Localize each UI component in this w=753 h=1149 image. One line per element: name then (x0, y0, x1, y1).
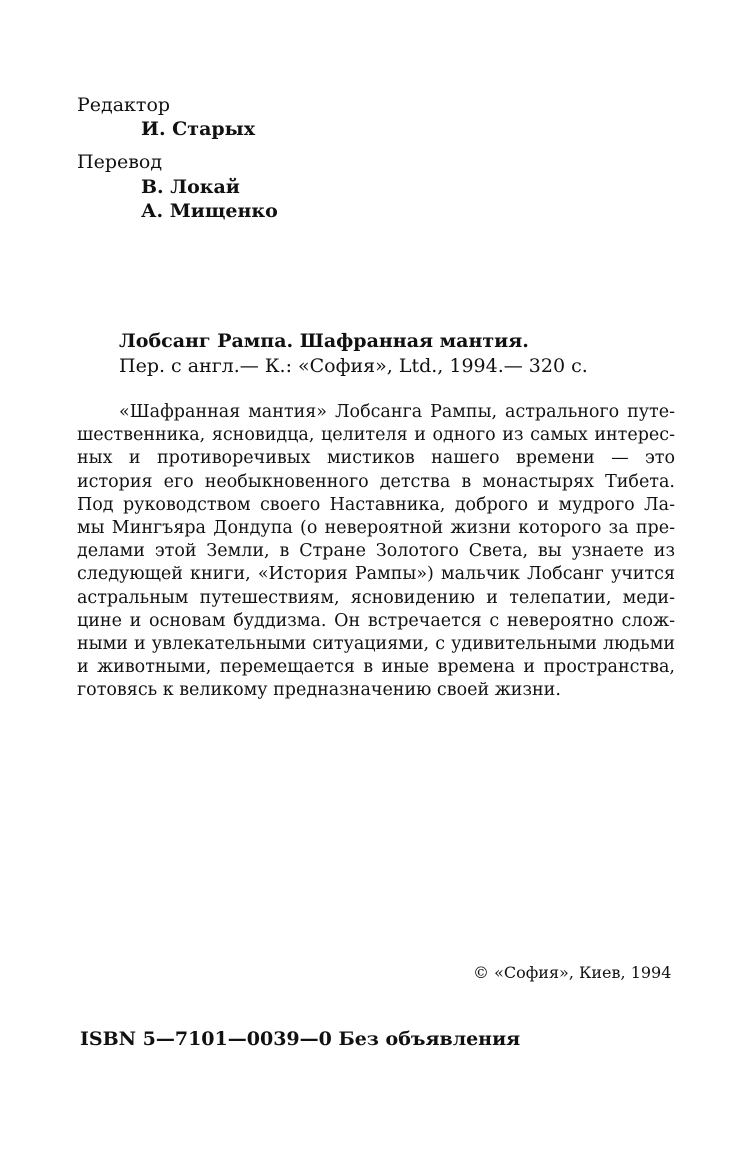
annotation-line: история его необыкновенного детства в монастырях Тибета. (77, 471, 675, 492)
isbn-line: ISBN 5—7101—0039—0 Без объявления (80, 1028, 521, 1050)
annotation-line: делами этой Земли, в Стране Золотого Света, вы узнаете из (77, 541, 675, 562)
translator-name: А. Мищенко (141, 200, 278, 222)
annotation-line: ными и увлекательными ситуациями, с удивительными людьми (77, 633, 675, 654)
annotation-line: «Шафранная мантия» Лобсанга Рампы, астрального путе- (119, 402, 675, 422)
editor-label: Редактор (77, 94, 171, 116)
annotation-line: следующей книги, «История Рампы») мальчик Лобсанг учится (77, 564, 675, 585)
copyright-notice: © «София», Киев, 1994 (473, 963, 672, 982)
editor-name: И. Старых (141, 118, 256, 140)
annotation-line: шественника, ясновидца, целителя и одного из самых интерес- (77, 425, 675, 446)
translation-label: Перевод (77, 151, 163, 173)
annotation-line: астральным путешествиям, ясновидению и телепатии, меди- (77, 587, 675, 608)
annotation-line: ных и противоречивых мистиков нашего времени — это (77, 448, 675, 469)
translator-name: В. Локай (141, 176, 240, 198)
annotation-line: готовясь к великому предназначению своей жизни. (77, 680, 561, 701)
publication-info: Пер. с англ.— К.: «София», Ltd., 1994.— 320 с. (119, 355, 588, 377)
annotation-line: цине и основам буддизма. Он встречается с невероятно слож- (77, 610, 675, 631)
annotation-line: и животными, перемещается в иные времена и пространства, (77, 657, 675, 678)
annotation-line: Под руководством своего Наставника, доброго и мудрого Ла- (77, 494, 675, 515)
annotation-paragraph (77, 401, 675, 702)
book-title: Лобсанг Рампа. Шафранная мантия. (119, 330, 529, 352)
annotation-line: мы Мингъяра Дондупа (о невероятной жизни которого за пре- (77, 517, 675, 538)
